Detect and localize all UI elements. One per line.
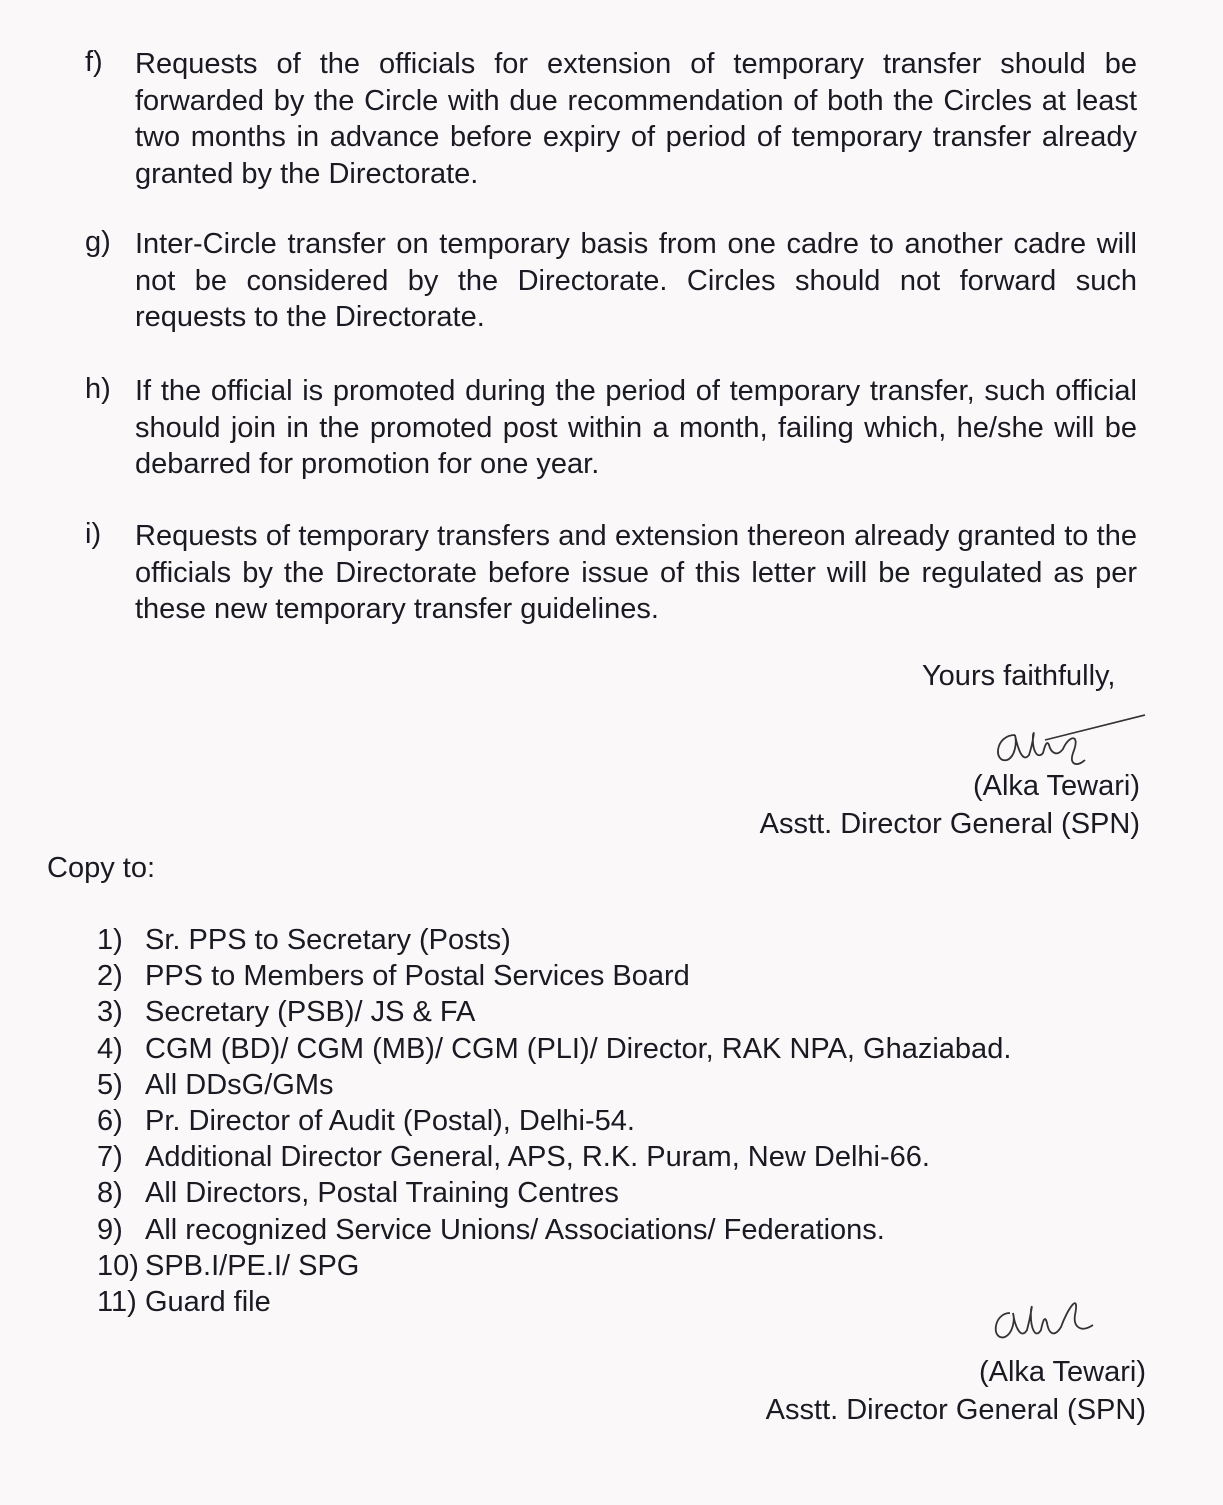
list-item [97, 1031, 1011, 1067]
item-number: 5) [97, 1068, 123, 1101]
item-number: 7) [97, 1141, 123, 1174]
item-text: All recognized Service Unions/ Associations/ Federations. [145, 1213, 885, 1246]
list-item [97, 1175, 1011, 1211]
item-number: 10) [97, 1249, 139, 1282]
copy-to-heading: Copy to: [47, 852, 155, 884]
signatory-name: (Alka Tewari) [972, 770, 1140, 802]
signatory-designation: Asstt. Director General (SPN) [759, 808, 1140, 840]
paragraph-text: If the official is promoted during the period of temporary transfer, such official should join in the promoted post within a month, failing which, he/she will be debarred for promotion for one year. [135, 375, 1137, 480]
list-item [97, 922, 1011, 958]
item-number: 8) [97, 1177, 123, 1210]
signature-icon [985, 1285, 1105, 1355]
signatory2-designation: Asstt. Director General (SPN) [765, 1394, 1146, 1426]
list-item [97, 1248, 1011, 1284]
paragraph-i [85, 518, 1137, 628]
paragraph-label: g) [85, 226, 111, 258]
paragraph-label: h) [85, 373, 111, 405]
paragraph-g [85, 226, 1137, 336]
list-item [97, 994, 1011, 1030]
paragraph-label: f) [85, 46, 103, 78]
item-text: Guard file [145, 1285, 271, 1318]
item-number: 1) [97, 924, 123, 956]
list-item [97, 1103, 1011, 1139]
item-number: 6) [97, 1104, 123, 1137]
paragraph-text: Requests of temporary transfers and extension thereon already granted to the officials by the Directorate before issue of this letter will be regulated as per these new temporary transfer guidelines. [135, 520, 1137, 625]
item-number: 3) [97, 996, 123, 1029]
item-text: PPS to Members of Postal Services Board [145, 960, 690, 993]
paragraph-f [85, 46, 1137, 192]
paragraph-text: Requests of the officials for extension of temporary transfer should be forwarded by the Circle with due recommendation of both the Circles at least two months in advance before expiry of period of temporary transfer already granted by the Directorate. [135, 48, 1137, 190]
signatory2-name: (Alka Tewari) [978, 1356, 1146, 1388]
list-item [97, 958, 1011, 994]
item-text: Additional Director General, APS, R.K. Puram, New Delhi-66. [145, 1141, 930, 1174]
closing: Yours faithfully, [922, 660, 1116, 692]
item-number: 2) [97, 960, 123, 993]
item-number: 9) [97, 1213, 123, 1246]
item-text: Sr. PPS to Secretary (Posts) [145, 924, 511, 956]
list-item [97, 1067, 1011, 1103]
item-text: SPB.I/PE.I/ SPG [145, 1249, 360, 1282]
item-number: 4) [97, 1032, 123, 1065]
item-text: Pr. Director of Audit (Postal), Delhi-54. [145, 1104, 635, 1137]
item-text: Secretary (PSB)/ JS & FA [145, 996, 476, 1029]
item-text: All DDsG/GMs [145, 1068, 334, 1101]
list-item [97, 1284, 1011, 1320]
signature-icon [985, 705, 1150, 775]
paragraph-label: i) [85, 518, 102, 550]
list-item [97, 1212, 1011, 1248]
copy-to-list [97, 922, 1011, 1320]
item-text: All Directors, Postal Training Centres [145, 1177, 619, 1210]
item-number: 11) [97, 1285, 137, 1318]
item-text: CGM (BD)/ CGM (MB)/ CGM (PLI)/ Director, RAK NPA, Ghaziabad. [145, 1032, 1012, 1065]
paragraph-text: Inter-Circle transfer on temporary basis from one cadre to another cadre will not be considered by the Directorate. Circles should not forward such requests to the Directorate. [135, 228, 1137, 333]
list-item [97, 1139, 1011, 1175]
paragraph-h [85, 373, 1137, 483]
